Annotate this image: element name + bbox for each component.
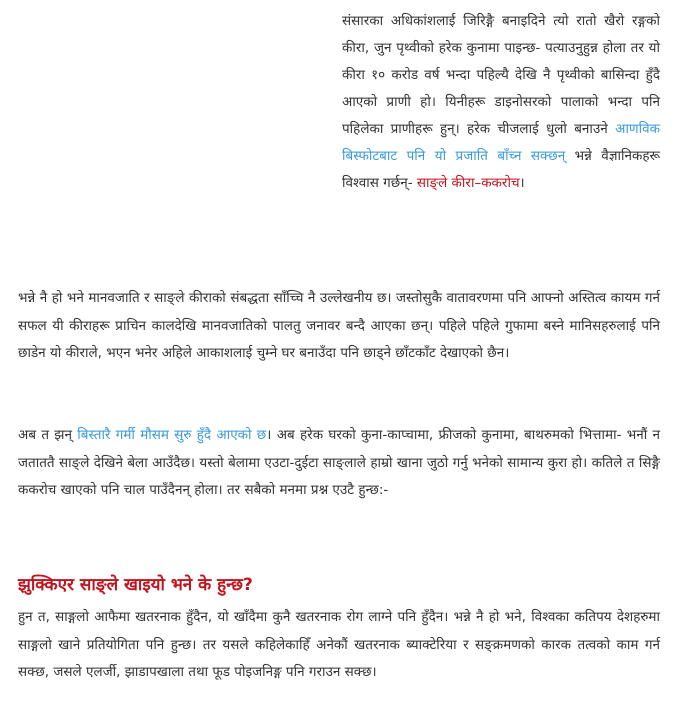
paragraph-3-text: हुन त, साङ्गलो आफैमा खतरनाक हुँदैन, यो खाँदैमा कुनै खतरनाक रोग लाग्ने पनि हुँदैन। भन्ने नै हो भने, विश्वका कतिपय देशहरुमा साङ्गलो खाने प्रतियोगिता पनि हुन्छ। तर यसले कहिलेकाहिँ अनेकौं खतरनाक ब्याक्टेरिया र सङ्क्रमणको कारक तत्वको काम गर्न सक्छ, जसले एलर्जी, झाडापखाला तथा फूड पोइजनिङ्ग पनि गराउन सक्छ। [18,609,660,680]
paragraph-2-text-after: । अब हरेक घरको कुना-काप्चामा, फ्रीजको कुनामा, बाथरुमको भित्तामा- भनौं न जताततै साङ्ले देखिने बेला आउँदैछ। यस्तो बेलामा एउटा-दुईटा साङ्लाले हाम्रो खाना जुठो गर्नु भनेको सामान्य कुरा हो। कतिले त सिङ्गै ककरोच खाएको पनि चाल पाउँदैनन् होला। तर सबैको मनमा प्रश्न एउटै हुन्छ:- [18,427,660,498]
cockroach-highlight: साङ्ले कीरा–ककरोच [416,175,520,191]
intro-text-before: संसारका अधिकांशलाई जिरिङ्गै बनाइदिने त्यो रातो खैरो रङ्गको कीरा, जुन पृथ्वीको हरेक कुनामा पाइन्छ- पत्याउनुहुन्न होला तर यो कीरा १० करोड वर्ष भन्दा पहिल्यै देखि नै पृथ्वीको बासिन्दा हुँदै आएको प्राणी हो। यिनीहरू डाइनोसरको पालाको भन्दा पनि पहिलेका प्राणीहरू हुन्। हरेक चीजलाई धुलो बनाउने [342,13,660,137]
section-heading: झुक्किएर साङ्ले खाइयो भने के हुन्छ? [18,575,253,596]
intro-paragraph [342,8,660,197]
paragraph-1-text: भन्ने नै हो भने मानवजाति र साङ्ले कीराको संबद्धता साँच्चि नै उल्लेखनीय छ। जस्तोसुकै वातावरणमा पनि आफ्नो अस्तित्व कायम गर्न सफल यी कीराहरू प्राचिन कालदेखि मानवजातिको पालतु जनावर बन्दै आएका छन्। पहिले पहिले गुफामा बस्ने मानिसहरुलाई पनि छाडेन यो कीराले, भएन भनेर अहिले आकाशलाई चुम्ने घर बनाउँदा पनि छाड्ने छाँटकाँट देखाएको छैन। [18,290,660,361]
paragraph-1 [18,285,660,368]
paragraph-2 [18,422,660,505]
paragraph-3 [18,604,660,687]
intro-text-after: भन्ने वैज्ञानिकहरू विश्वास गर्छन्- [342,148,660,191]
nuclear-blast-link[interactable]: आणविक बिस्फोटबाट पनि यो प्रजाति बाँच्न सक्छन् [342,121,660,164]
summer-season-link[interactable]: बिस्तारै गर्मी मौसम सुरु हुँदै आएको छ [77,427,267,443]
intro-text-end: । [519,175,525,191]
paragraph-2-text-before: अब त झन् [18,427,78,443]
